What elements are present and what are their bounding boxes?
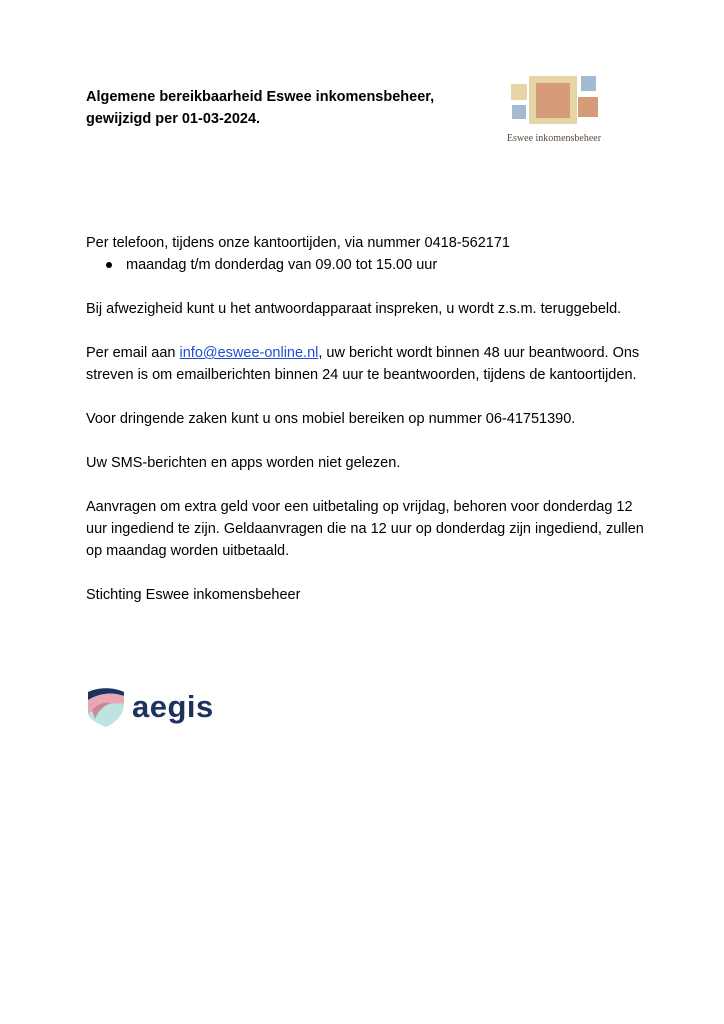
office-hours-text: maandag t/m donderdag van 09.00 tot 15.00 uur bbox=[126, 257, 438, 273]
aegis-logo bbox=[86, 686, 236, 732]
urgent-paragraph: Voor dringende zaken kunt u ons mobiel bereiken op nummer 06-41751390. bbox=[86, 411, 576, 427]
signature: Stichting Eswee inkomensbeheer bbox=[86, 587, 301, 603]
email-prefix: Per email aan bbox=[86, 345, 180, 361]
email-link[interactable]: info@eswee-online.nl bbox=[179, 345, 319, 361]
eswee-logo-mark bbox=[498, 73, 610, 129]
logo-square-blue-top bbox=[581, 76, 596, 91]
email-paragraph bbox=[86, 342, 646, 386]
title-line-1: Algemene bereikbaarheid Eswee inkomensbeheer, bbox=[86, 89, 435, 105]
eswee-logo bbox=[498, 73, 610, 145]
bullet-icon bbox=[106, 262, 112, 268]
absence-paragraph: Bij afwezigheid kunt u het antwoordapparaat inspreken, u wordt z.s.m. teruggebeld. bbox=[86, 301, 622, 317]
title-line-2: gewijzigd per 01-03-2024. bbox=[86, 111, 261, 127]
phone-intro: Per telefoon, tijdens onze kantoortijden, via nummer 0418-562171 bbox=[86, 235, 510, 251]
logo-square-blue-bottom bbox=[512, 105, 526, 119]
sms-paragraph: Uw SMS-berichten en apps worden niet gelezen. bbox=[86, 455, 401, 471]
payments-paragraph: Aanvragen om extra geld voor een uitbetaling op vrijdag, behoren voor donderdag 12 uur ingediend te zijn. Geldaanvragen die na 12 uur op donderdag zijn ingediend, zullen op maandag worden uitbetaald. bbox=[86, 499, 644, 559]
aegis-wordmark: aegis bbox=[132, 689, 214, 724]
office-hours-item bbox=[86, 254, 646, 276]
logo-square-terracotta bbox=[536, 83, 570, 118]
logo-square-terracotta-right bbox=[578, 97, 598, 117]
logo-square-tan-left bbox=[511, 84, 527, 100]
document-title bbox=[86, 86, 486, 130]
office-hours-list bbox=[86, 254, 646, 276]
email-suffix: , uw bericht wordt binnen 48 uur beantwoord. Ons streven is om emailberichten binnen 24 uur te beantwoorden, tijdens de kantoortijden. bbox=[86, 345, 640, 383]
aegis-shield-icon bbox=[86, 686, 126, 728]
eswee-logo-caption: Eswee inkomensbeheer bbox=[506, 133, 602, 144]
document-body bbox=[86, 232, 646, 628]
